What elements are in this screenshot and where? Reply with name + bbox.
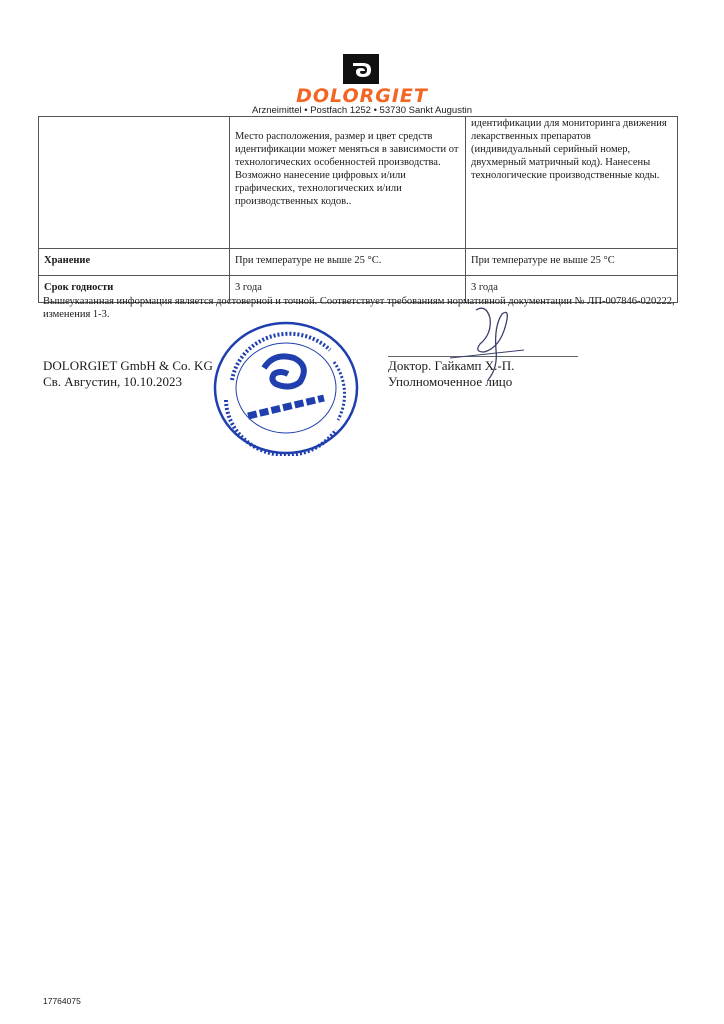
row-label [39,117,230,249]
table-cell: 3 года [466,276,678,303]
signatory-role: Уполномоченное лицо [388,374,513,389]
table-row [39,117,678,249]
document-number: 17764075 [43,996,81,1006]
table-cell [230,117,466,249]
company-address: Arzneimittel • Postfach 1252 • 53730 Sankt Augustin [251,105,472,116]
table-cell: 3 года [230,276,466,303]
signatory-name: Доктор. Гайкамп Х.-П. [388,358,515,373]
dolorgiet-logo-icon [343,54,379,84]
table-cell: При температуре не выше 25 °С [466,249,678,276]
place-and-date: Св. Августин, 10.10.2023 [43,374,183,389]
row-label: Срок годности [39,276,230,303]
product-info-table [38,116,678,303]
declaration-statement: Вышеуказанная информация является достоверной и точной. Соответствует требованиям нормативной документации № ЛП-007846-020222, изменения 1-3. [43,296,675,320]
cell-text: Место расположения, размер и цвет средств идентификации может меняться в зависимости от технологических особенностей производства. [235,131,459,168]
company-stamp [212,320,360,456]
cell-text-extra: Возможно нанесение цифровых и/или графических, технологических и/или производственных кодов.. [235,170,406,207]
table-cell: При температуре не выше 25 °С. [230,249,466,276]
handwritten-signature [440,300,530,385]
brand-wordmark: DOLORGIET [296,85,428,107]
company-name: DOLORGIET GmbH & Co. KG [43,358,213,373]
table-cell: идентификации для мониторинга движения лекарственных препаратов (индивидуальный серийный номер, двухмерный матричный код). Нанесены технологические производственные коды. [466,117,678,249]
table-row [39,249,678,276]
row-label: Хранение [39,249,230,276]
company-signatory [43,358,213,390]
